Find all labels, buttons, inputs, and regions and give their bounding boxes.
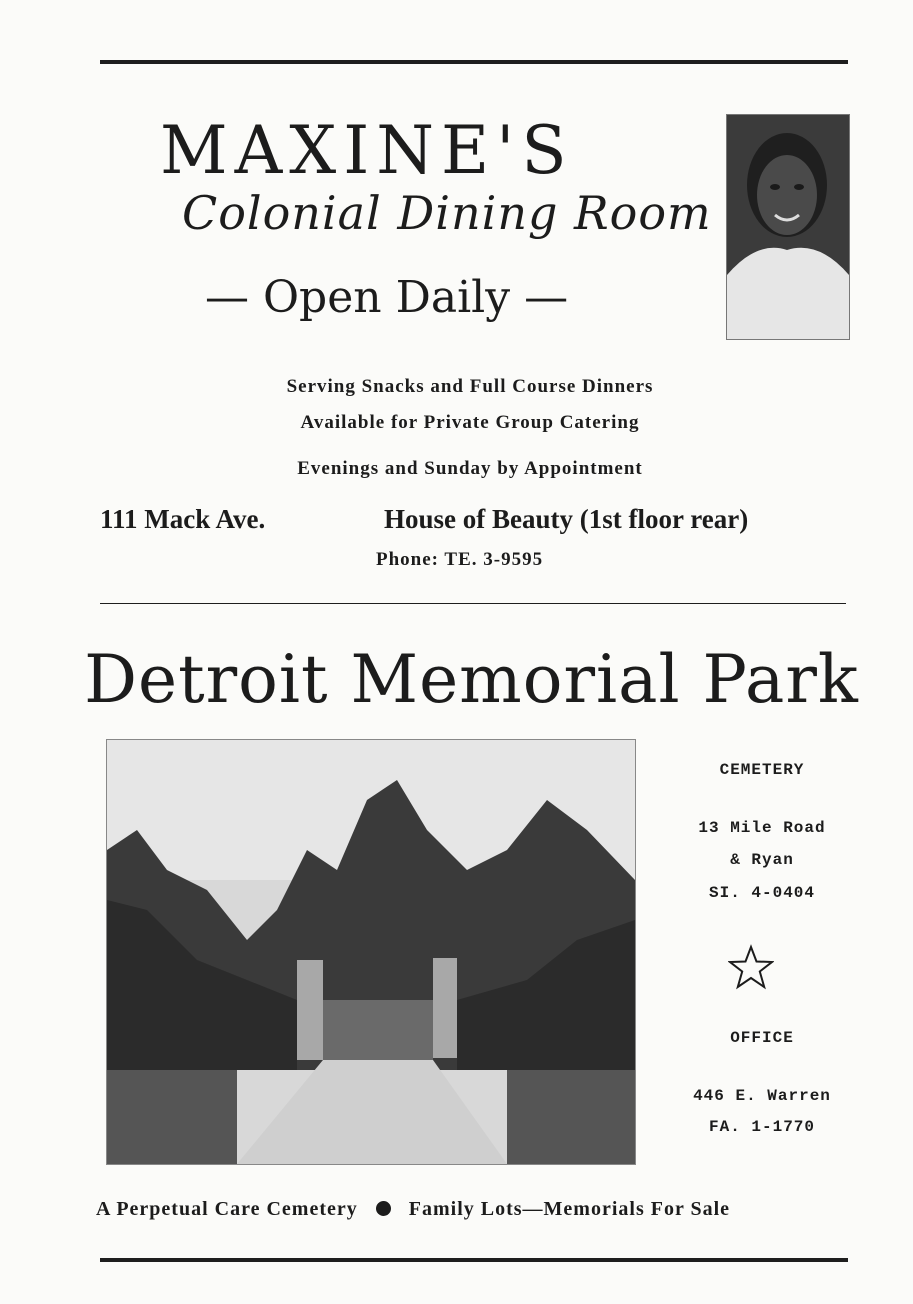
proprietor-photo — [726, 114, 850, 340]
office-phone: FA. 1-1770 — [708, 1118, 815, 1136]
bottom-rule — [100, 1258, 848, 1262]
cemetery-address-line2: & Ryan — [730, 851, 794, 869]
cemetery-label: CEMETERY — [719, 761, 805, 779]
restaurant-address: 111 Mack Ave. — [100, 504, 266, 534]
restaurant-location: House of Beauty (1st floor rear) — [384, 504, 749, 534]
appointment-line: Evenings and Sunday by Appointment — [297, 458, 643, 479]
bullet-icon — [376, 1201, 391, 1216]
serving-line: Serving Snacks and Full Course Dinners — [286, 376, 654, 397]
cemetery-gate-photo — [106, 739, 636, 1165]
park-footer — [96, 1198, 730, 1221]
top-rule — [100, 60, 848, 64]
footer-perpetual-care: A Perpetual Care Cemetery — [96, 1198, 358, 1220]
restaurant-phone: Phone: TE. 3-9595 — [376, 549, 544, 570]
restaurant-subtitle: Colonial Dining Room — [182, 186, 712, 240]
office-label: OFFICE — [730, 1029, 794, 1047]
restaurant-name: MAXINE'S — [160, 112, 574, 189]
open-daily: — Open Daily — — [205, 272, 569, 323]
cemetery-address-line1: 13 Mile Road — [698, 819, 826, 837]
cemetery-phone: SI. 4-0404 — [708, 884, 815, 902]
star-icon — [728, 944, 774, 990]
middle-rule — [100, 603, 846, 604]
park-title: Detroit Memorial Park — [84, 641, 859, 718]
footer-family-lots: Family Lots—Memorials For Sale — [408, 1198, 731, 1220]
catering-line: Available for Private Group Catering — [300, 412, 640, 433]
office-address: 446 E. Warren — [693, 1087, 831, 1105]
